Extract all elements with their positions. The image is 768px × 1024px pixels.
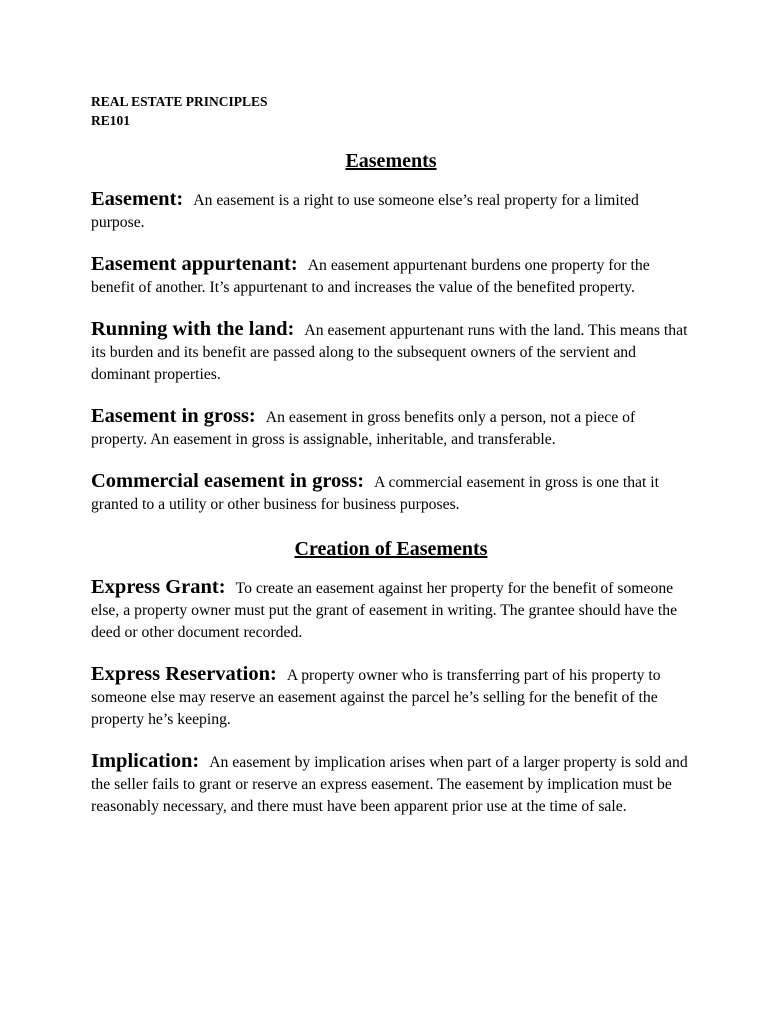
entry-running-with-the-land	[91, 318, 691, 386]
entry-text: An easement by implication arises when part of a larger property is sold and the seller fails to grant or reserve an express easement. The easement by implication must be reasonably necessary, and there must have been apparent prior use at the time of sale.	[91, 754, 688, 815]
entry-term: Implication:	[91, 750, 200, 772]
entry-text: An easement is a right to use someone else’s real property for a limited purpose.	[91, 192, 639, 231]
course-name: REAL ESTATE PRINCIPLES	[91, 94, 268, 109]
entry-easement	[91, 188, 691, 234]
entry-term: Easement in gross:	[91, 405, 256, 427]
entry-easement-in-gross	[91, 405, 691, 451]
entry-term: Express Reservation:	[91, 663, 277, 685]
entry-text: An easement in gross benefits only a person, not a piece of property. An easement in gross is assignable, inheritable, and transferable.	[91, 409, 636, 448]
entry-text: An easement appurtenant burdens one property for the benefit of another. It’s appurtenant to and increases the value of the benefited property.	[91, 257, 650, 296]
entry-term: Running with the land:	[91, 318, 295, 340]
entry-implication	[91, 750, 691, 818]
entry-term: Easement appurtenant:	[91, 253, 298, 275]
entry-text: A property owner who is transferring part of his property to someone else may reserve an easement against the parcel he’s selling for the benefit of the property he’s keeping.	[91, 667, 661, 728]
entry-term: Express Grant:	[91, 576, 226, 598]
entry-term: Commercial easement in gross:	[91, 470, 365, 492]
entry-text: To create an easement against her property for the benefit of someone else, a property owner must put the grant of easement in writing. The grantee should have the deed or other document recorded.	[91, 580, 678, 641]
entry-express-grant	[91, 576, 691, 644]
section-title-creation-of-easements: Creation of Easements	[294, 538, 488, 560]
entry-express-reservation	[91, 663, 691, 731]
course-code: RE101	[91, 113, 131, 128]
entry-commercial-easement-in-gross	[91, 470, 691, 516]
entry-text: An easement appurtenant runs with the land. This means that its burden and its benefit are passed along to the subsequent owners of the servient and dominant properties.	[91, 322, 688, 383]
entry-easement-appurtenant	[91, 253, 691, 299]
entry-term: Easement:	[91, 188, 184, 210]
section-title-easements: Easements	[345, 150, 437, 172]
entry-text: A commercial easement in gross is one that it granted to a utility or other business for business purposes.	[91, 474, 660, 513]
document-page	[91, 92, 691, 837]
